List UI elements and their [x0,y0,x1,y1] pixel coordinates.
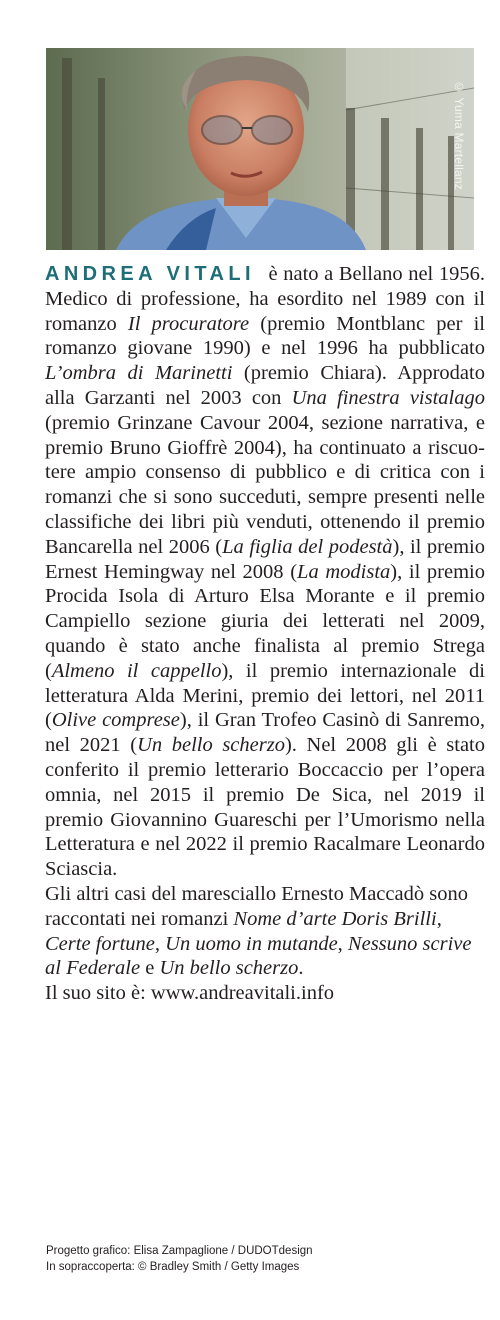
bio-text: ), il premio Ernest Hemingway nel 2008 ( [45,535,485,583]
cover-photo-credit: In sopraccoperta: © Bradley Smith / Getty Images [46,1260,300,1273]
bio-text: . [298,957,304,980]
book-title: Olive compresе [51,709,180,732]
bio-text: (premio Chiara). Approdato alla Garzanti nel 2003 con [45,362,485,409]
bio-text: , [337,932,348,955]
bio-paragraph-novels-text [45,883,471,979]
book-title: Il procuratore [127,312,250,335]
cover-credits [46,1244,313,1275]
bio-text: Gli altri casi del maresciallo Ernesto Maccadò sono raccontati nei romanzi [45,882,468,930]
author-portrait-illustration [46,48,474,250]
bio-text: ), il Gran Trofeo Casinò di Sanremo, nel 2021 ( [45,709,485,757]
bio-text: è nato a Bellano nel 1956. Medico di professione, ha esordito nel 1989 con il romanzo [45,263,485,335]
author-photo [46,48,474,250]
book-title: La modista [297,560,391,583]
bio-website-line: Il suo sito è: www.andreavitali.info [45,982,335,1005]
book-title: Una finestra vistalago [291,386,485,409]
bio-paragraph-main [45,262,485,882]
bio-text: ). Nel 2008 gli è stato conferito il premio letterario Boccaccio per l’opera omnia, nel 2015 il premio De Sica, nel 2019 il premio Giovannino Guareschi per l’Umorismo nella Letteratura e nel 2022 il premio Racalmare Leonardo Sciascia. [45,734,485,881]
bio-text: (premio Montblanc per il romanzo giovane 1990) e nel 1996 ha pubblicato [45,312,485,360]
book-title: Almeno il cappello [51,659,222,682]
book-title: La figlia del podestà [222,535,393,558]
photo-credit: © Yuma Martellanz [452,80,466,190]
bio-text: ), il premio internazionale di letteratura Alda Merini, premio dei lettori, nel 2011 ( [45,659,485,732]
bio-text: (premio Grinzane Cavour 2004, sezione narrativa, e premio Bruno Gioffrè 2004), ha continuato a riscuotere ampio consenso di pubblico e di critica con i romanzi che si sono succeduti, sempre presenti nelle classifiche dei libri più venduti, ottenendo il premio Bancarella nel 2006 ( [45,411,485,558]
book-title: Un bello scherzo [137,734,285,757]
bio-paragraph-novels [45,882,485,981]
bio-paragraph-main-text [45,263,485,880]
author-biography [45,262,485,1006]
book-title: Nome d’arte Doris Brilli [233,907,437,930]
book-title: Nessuno scrive al Federale [45,932,472,980]
author-name: ANDREA VITALI [45,263,255,285]
book-title: Un uomo in mutande [165,932,338,955]
book-title: L’ombra di Marinetti [45,362,233,385]
book-title: Certe fortune [45,932,155,955]
bio-text: , [436,907,442,930]
bio-text: , [154,932,166,955]
design-credit: Progetto grafico: Elisa Zampaglione / DUDOTdesign [46,1245,313,1257]
bio-text: ), il premio Procida Isola di Arturo Elsa Morante e il premio Campiello sezione giuria dei letterati nel 2009, quando è stato anche finalista al premio Strega ( [45,560,485,682]
bio-text: e [140,957,160,980]
book-title: Un bello scherzo [159,957,299,980]
